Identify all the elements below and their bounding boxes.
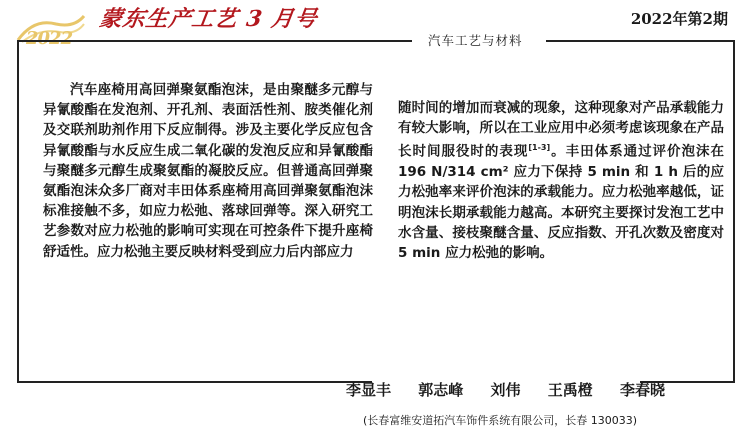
frame-top-left bbox=[17, 40, 412, 42]
right-column-text-1: 随时间的增加而衰减的现象，这种现象对产品承载能力有较大影响，所以在工业应用中必须考虑该现象在产品长时间服役时的表现 bbox=[398, 100, 724, 160]
author-list bbox=[346, 379, 687, 400]
author-name: 刘伟 bbox=[490, 381, 521, 399]
frame-left bbox=[17, 40, 19, 382]
body-right-column bbox=[398, 98, 724, 263]
author-name: 李显丰 bbox=[346, 381, 392, 399]
frame-top-right bbox=[546, 40, 735, 42]
body-left-column: 汽车座椅用高回弹聚氨酯泡沫，是由聚醚多元醇与异氰酸酯在发泡剂、开孔剂、表面活性剂、胺类催化剂及交联剂助剂作用下反应制得。涉及主要化学反应包含异氰酸酯与水反应生成二氧化碳的发泡反应和异氰酸酯与聚醚多元醇生成聚氨酯的凝胶反应。但普通高回弹聚氨酯泡沫众多厂商对丰田体系座椅用高回弹聚氨酯泡沫标准接触不多，如应力松弛、落球回弹等。深入研究工艺参数对应力松弛的影响可实现在可控条件下提升座椅舒适性。应力松弛主要反映材料受到应力后内部应力 bbox=[43, 82, 373, 260]
author-name: 王禹橙 bbox=[547, 381, 593, 399]
section-title: 汽车工艺与材料 bbox=[428, 33, 523, 48]
issue-number: 2022年第2期 bbox=[630, 10, 728, 28]
author-affiliation: (长春富维安道拓汽车饰件系统有限公司，长春 130033) bbox=[363, 414, 638, 427]
frame-bottom-left bbox=[17, 381, 372, 383]
logo-year: 2022 bbox=[26, 28, 73, 49]
author-name: 李春晓 bbox=[620, 381, 666, 399]
citation-reference: [1-3] bbox=[528, 143, 551, 153]
right-column-text-2: 。丰田体系通过评价泡沫在 196 N/314 cm² 应力下保持 5 min 和 1 h 后的应力松弛率来评价泡沫的承载能力。应力松弛率越低，证明泡沫长期承载能力越高。本研究主要探讨发泡工艺中水含量、接枝聚醚含量、反应指数、开孔次数及密度对 5 min 应力松弛的影响。 bbox=[398, 143, 725, 261]
author-name: 郭志峰 bbox=[418, 381, 464, 399]
journal-masthead: 蒙东生产工艺 3 月号 bbox=[97, 6, 320, 32]
frame-right bbox=[733, 40, 735, 382]
